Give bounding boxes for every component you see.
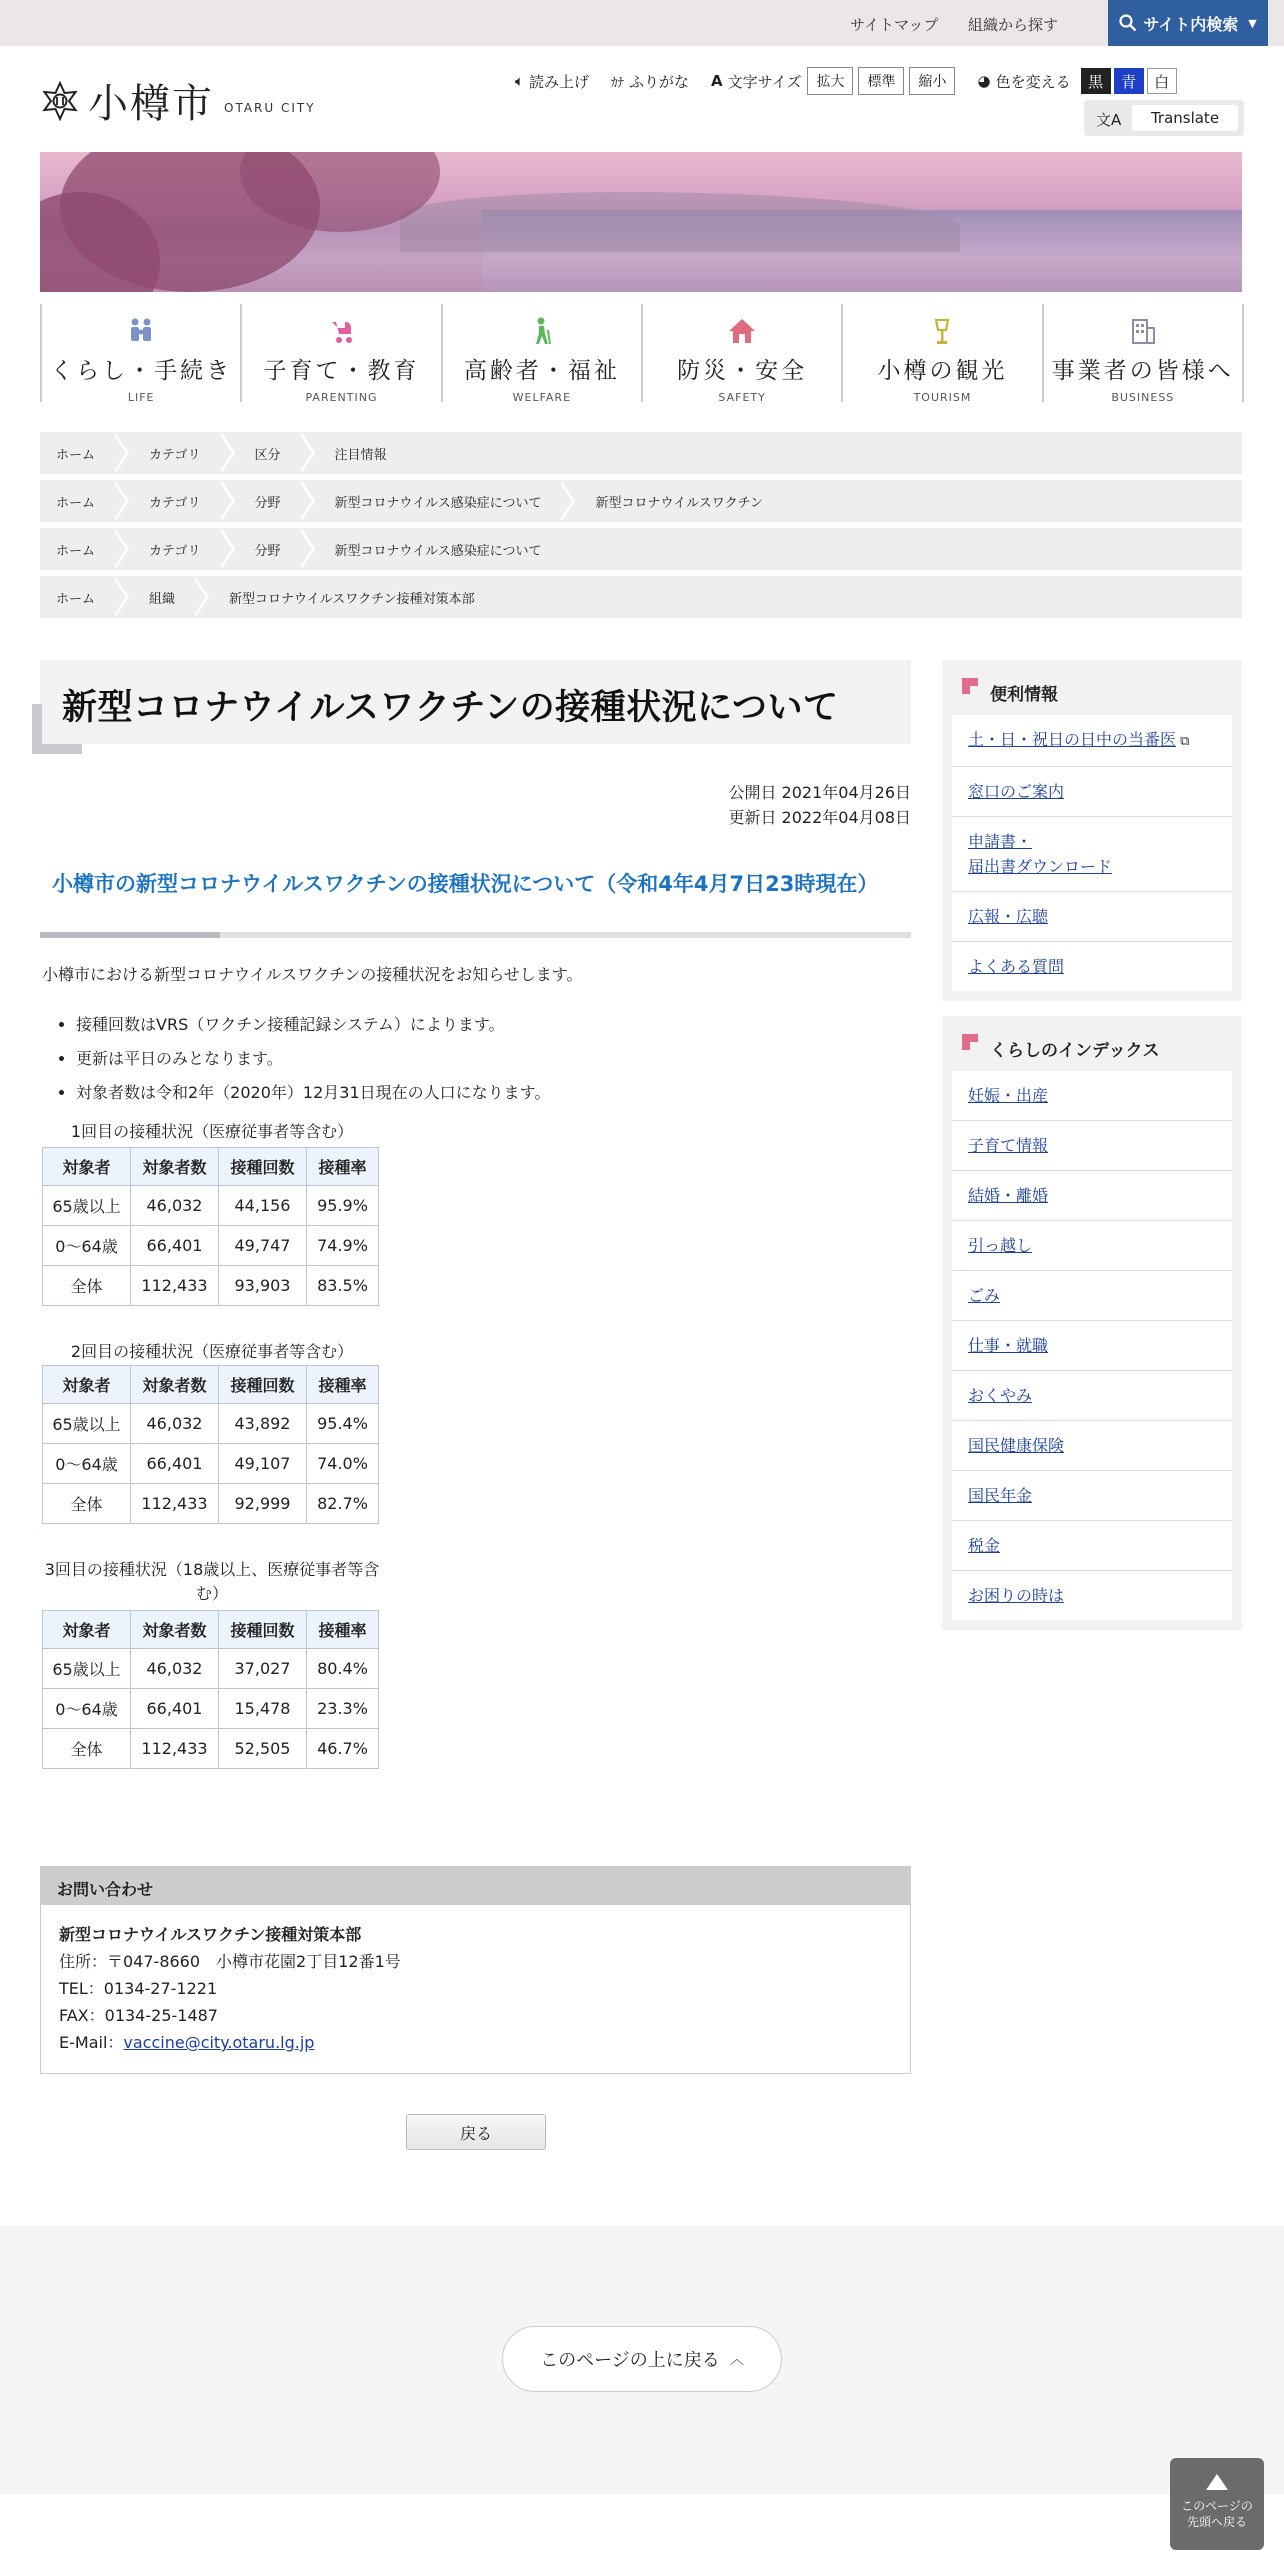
nav-item-label: 子育て・教育 <box>263 358 420 384</box>
table-row <box>43 1186 379 1226</box>
family-icon <box>42 314 240 348</box>
nav-item-sublabel: TOURISM <box>913 391 972 404</box>
nav-item-parenting[interactable] <box>240 304 442 402</box>
sitemap-link[interactable]: サイトマップ <box>850 16 939 34</box>
table-cell: 43,892 <box>219 1404 307 1444</box>
table-header-cell: 対象者 <box>43 1611 131 1649</box>
sidebar-link-item <box>952 892 1232 942</box>
sidebar-link[interactable]: 税金 <box>968 1536 1001 1555</box>
table-cell: 92,999 <box>219 1484 307 1524</box>
breadcrumb-link[interactable]: 分野 <box>239 528 309 570</box>
table-cell: 全体 <box>43 1484 131 1524</box>
translate-button[interactable]: Translate <box>1132 105 1238 131</box>
furigana-icon: ｶﾅ <box>611 75 625 91</box>
chevron-up-icon: ︿ <box>729 2352 744 2368</box>
table-cell: 15,478 <box>219 1689 307 1729</box>
table-header-cell: 対象者数 <box>131 1611 219 1649</box>
sidebar-link-item <box>952 1071 1232 1121</box>
table-caption: 3回目の接種状況（18歳以上、医療従事者等含む） <box>44 1560 380 1603</box>
breadcrumb-link[interactable]: ホーム <box>40 432 123 474</box>
org-search-link[interactable]: 組織から探す <box>968 16 1059 34</box>
table-cell: 52,505 <box>219 1729 307 1769</box>
sidebar-link-item <box>952 1221 1232 1271</box>
vaccination-table <box>42 1365 379 1524</box>
contact-email-link[interactable]: vaccine@city.otaru.lg.jp <box>123 2033 315 2052</box>
furigana-label: ふりがな <box>629 72 690 91</box>
breadcrumb <box>40 480 1242 522</box>
read-aloud-button[interactable] <box>515 71 589 92</box>
sidebar-link-item <box>952 817 1232 892</box>
table-cell: 0～64歳 <box>43 1689 131 1729</box>
table-caption: 2回目の接種状況（医療従事者等含む） <box>70 1342 354 1361</box>
table-cell: 74.0% <box>307 1444 379 1484</box>
sidebar-link-item <box>952 1471 1232 1521</box>
translate-icon: 文A <box>1096 111 1122 129</box>
nav-item-label: 小樽の観光 <box>877 358 1008 384</box>
table-cell: 0～64歳 <box>43 1444 131 1484</box>
table-cell: 46.7% <box>307 1729 379 1769</box>
sidebar-link-item <box>952 1321 1232 1371</box>
translate-widget <box>1084 100 1244 136</box>
table-row <box>43 1266 379 1306</box>
nav-item-sublabel: SAFETY <box>718 391 766 404</box>
furigana-button[interactable] <box>611 71 689 92</box>
table-header-cell: 対象者数 <box>131 1148 219 1186</box>
contact-fax: FAX：0134-25-1487 <box>59 2006 218 2025</box>
table-cell: 46,032 <box>131 1649 219 1689</box>
stroller-icon <box>242 314 440 348</box>
contact-email-row <box>59 2029 892 2056</box>
sidebar-link-item <box>952 1271 1232 1321</box>
table-row <box>43 1689 379 1729</box>
hero-harbor <box>400 192 960 252</box>
sidebar-link[interactable]: お困りの時は <box>968 1586 1065 1605</box>
table-cell: 65歳以上 <box>43 1649 131 1689</box>
contact-department: 新型コロナウイルスワクチン接種対策本部 <box>59 1925 362 1944</box>
table-cell: 全体 <box>43 1266 131 1306</box>
contact-body <box>41 1905 910 2072</box>
breadcrumb-link[interactable]: 区分 <box>239 432 309 474</box>
building-icon <box>1044 314 1242 348</box>
table-cell: 112,433 <box>131 1484 219 1524</box>
table-row <box>43 1404 379 1444</box>
nav-item-safety[interactable] <box>641 304 843 402</box>
table-cell: 112,433 <box>131 1729 219 1769</box>
sidebar-useful-list <box>952 715 1232 991</box>
sidebar-link[interactable]: 広報・広聴 <box>968 907 1049 926</box>
table-caption: 1回目の接種状況（医療従事者等含む） <box>70 1122 354 1141</box>
hero-image <box>40 152 1242 292</box>
color-change-group <box>977 71 1070 92</box>
sidebar-link[interactable]: 引っ越し <box>968 1236 1033 1255</box>
table-row <box>43 1226 379 1266</box>
notes-list <box>76 1008 550 1110</box>
vaccination-table <box>42 1147 379 1306</box>
page-title: 新型コロナウイルスワクチンの接種状況について <box>62 688 839 728</box>
sidebar-useful-info <box>942 660 1242 1001</box>
top-utility-bar <box>0 0 1284 46</box>
table-header-cell: 接種率 <box>307 1148 379 1186</box>
breadcrumb-current: 注目情報 <box>334 447 387 463</box>
global-nav <box>40 304 1242 402</box>
site-search-button[interactable] <box>1108 0 1268 46</box>
walking-cane-icon <box>443 314 641 348</box>
logo-name: 小樽市 <box>88 81 214 127</box>
sidebar-index-list <box>952 1071 1232 1620</box>
sidebar-link[interactable]: 申請書・ 届出書ダウンロード <box>968 832 1113 876</box>
table-cell: 66,401 <box>131 1444 219 1484</box>
table-row <box>43 1484 379 1524</box>
color-blue-button[interactable]: 青 <box>1114 68 1144 94</box>
nav-item-label: 事業者の皆様へ <box>1051 358 1234 384</box>
breadcrumb-link[interactable]: ホーム <box>40 528 123 570</box>
sidebar-link[interactable]: ごみ <box>968 1286 1001 1305</box>
published-date: 公開日 2021年04月26日 <box>728 783 911 802</box>
site-logo[interactable] <box>40 72 316 129</box>
table-cell: 49,107 <box>219 1444 307 1484</box>
font-size-small-button[interactable]: 縮小 <box>909 67 955 95</box>
table-cell: 83.5% <box>307 1266 379 1306</box>
nav-item-tourism[interactable] <box>841 304 1043 402</box>
sidebar-link[interactable]: 国民年金 <box>968 1486 1033 1505</box>
table-header-cell: 対象者数 <box>131 1366 219 1404</box>
table-cell: 112,433 <box>131 1266 219 1306</box>
page-dates <box>728 780 911 830</box>
breadcrumb-link[interactable]: カテゴリ <box>133 480 228 522</box>
breadcrumb <box>40 528 1242 570</box>
sidebar-link-item <box>952 715 1232 767</box>
table-header-cell: 接種率 <box>307 1611 379 1649</box>
table-cell: 95.4% <box>307 1404 379 1444</box>
nav-item-life[interactable] <box>40 304 242 402</box>
nav-item-label: 高齢者・福祉 <box>463 358 620 384</box>
table-cell: 93,903 <box>219 1266 307 1306</box>
updated-date: 更新日 2022年04月08日 <box>728 808 911 827</box>
page-title-box <box>40 660 911 744</box>
table-header-cell: 接種回数 <box>219 1611 307 1649</box>
speaker-icon: 🔈︎ <box>515 72 525 90</box>
sidebar-link-item <box>952 767 1232 817</box>
sidebar-link[interactable]: 仕事・就職 <box>968 1336 1049 1355</box>
floating-back-to-top-label: このページの 先頭へ戻る <box>1181 2499 1253 2529</box>
table-cell: 0～64歳 <box>43 1226 131 1266</box>
table-row <box>43 1649 379 1689</box>
sidebar-link-item <box>952 942 1232 991</box>
back-button[interactable]: 戻る <box>406 2114 546 2150</box>
sidebar-link-item <box>952 1371 1232 1421</box>
sidebar-link-item <box>952 1571 1232 1620</box>
table-cell: 37,027 <box>219 1649 307 1689</box>
logo-subtitle: OTARU CITY <box>224 100 316 115</box>
color-change-label: 色を変える <box>995 72 1071 91</box>
contact-tel: TEL：0134-27-1221 <box>59 1979 218 1998</box>
table-cell: 66,401 <box>131 1689 219 1729</box>
sidebar-link[interactable]: 窓口のご案内 <box>968 782 1065 801</box>
title-corner-decoration <box>32 704 82 754</box>
vaccination-table <box>42 1610 379 1769</box>
table-header-cell: 接種回数 <box>219 1366 307 1404</box>
breadcrumb <box>40 576 1242 618</box>
sidebar-link[interactable]: 国民健康保険 <box>968 1436 1065 1455</box>
section-heading-rule <box>40 932 911 938</box>
table-cell: 44,156 <box>219 1186 307 1226</box>
triangle-up-icon <box>1206 2474 1228 2490</box>
nav-item-sublabel: BUSINESS <box>1111 391 1175 404</box>
nav-item-label: くらし・手続き <box>50 358 233 384</box>
table-header-cell: 対象者 <box>43 1366 131 1404</box>
contact-box <box>40 1866 911 2074</box>
breadcrumb <box>40 432 1242 474</box>
color-white-button[interactable]: 白 <box>1147 68 1177 94</box>
table-cell: 65歳以上 <box>43 1186 131 1226</box>
breadcrumb-link[interactable]: ホーム <box>40 480 123 522</box>
table-cell: 74.9% <box>307 1226 379 1266</box>
sidebar-index-heading: くらしのインデックス <box>952 1028 1232 1071</box>
font-size-icon: A <box>711 72 723 90</box>
note-item: • 対象者数は令和2年（2020年）12月31日現在の人口になります。 <box>76 1076 550 1110</box>
site-search-label: サイト内検索 <box>1143 14 1239 34</box>
breadcrumb-link[interactable]: ホーム <box>40 576 123 618</box>
table-row <box>43 1444 379 1484</box>
breadcrumb-link[interactable]: 組織 <box>133 576 203 618</box>
page-top-button[interactable] <box>502 2326 782 2392</box>
breadcrumb-current: 新型コロナウイルス感染症について <box>334 543 542 559</box>
sidebar-link[interactable]: よくある質問 <box>968 957 1065 976</box>
sidebar-link[interactable]: 子育て情報 <box>968 1136 1049 1155</box>
table-cell: 49,747 <box>219 1226 307 1266</box>
table-cell: 82.7% <box>307 1484 379 1524</box>
page-top-label: このページの上に戻る <box>540 2350 720 2371</box>
section-heading: 小樽市の新型コロナウイルスワクチンの接種状況について（令和4年4月7日23時現在） <box>52 872 879 896</box>
nav-item-business[interactable] <box>1042 304 1244 402</box>
sidebar-useful-heading: 便利情報 <box>952 672 1232 715</box>
search-icon <box>1119 14 1137 32</box>
sidebar-link-item <box>952 1121 1232 1171</box>
breadcrumb-link[interactable]: カテゴリ <box>133 528 228 570</box>
nav-item-welfare[interactable] <box>441 304 643 402</box>
nav-item-sublabel: WELFARE <box>512 391 572 404</box>
floating-back-to-top-button[interactable] <box>1170 2458 1264 2550</box>
table-cell: 46,032 <box>131 1186 219 1226</box>
table-cell: 全体 <box>43 1729 131 1769</box>
font-size-label: 文字サイズ <box>727 72 802 91</box>
table-cell: 23.3% <box>307 1689 379 1729</box>
sidebar-link[interactable]: おくやみ <box>968 1386 1033 1405</box>
table-header-cell: 接種率 <box>307 1366 379 1404</box>
sidebar-life-index <box>942 1016 1242 1630</box>
sidebar-link-item <box>952 1171 1232 1221</box>
breadcrumb-current: 新型コロナウイルスワクチン接種対策本部 <box>229 591 475 607</box>
table-header-row <box>43 1148 379 1186</box>
nav-item-sublabel: PARENTING <box>305 391 378 404</box>
house-icon <box>643 314 841 348</box>
table-header-row <box>43 1366 379 1404</box>
table-cell: 65歳以上 <box>43 1404 131 1444</box>
breadcrumb-link[interactable]: カテゴリ <box>133 432 228 474</box>
sidebar-link[interactable]: 結婚・離婚 <box>968 1186 1049 1205</box>
table-cell: 66,401 <box>131 1226 219 1266</box>
sidebar-link-item <box>952 1421 1232 1471</box>
table-header-row <box>43 1611 379 1649</box>
table-cell: 80.4% <box>307 1649 379 1689</box>
lamp-icon <box>843 314 1041 348</box>
nav-item-sublabel: LIFE <box>127 391 155 404</box>
contact-email-label: E-Mail： <box>59 2033 124 2052</box>
table-row <box>43 1729 379 1769</box>
font-size-large-button[interactable]: 拡大 <box>807 67 853 95</box>
note-item: • 更新は平日のみとなります。 <box>76 1042 550 1076</box>
sidebar-link-item <box>952 1521 1232 1571</box>
font-size-group <box>711 71 801 92</box>
accessibility-toolbar <box>515 66 1180 96</box>
table-cell: 95.9% <box>307 1186 379 1226</box>
intro-text: 小樽市における新型コロナウイルスワクチンの接種状況をお知らせします。 <box>42 965 583 984</box>
external-link-icon: ⧉ <box>1176 734 1190 749</box>
sidebar-link[interactable]: 土・日・祝日の日中の当番医 <box>968 730 1177 749</box>
breadcrumb-current: 新型コロナウイルスワクチン <box>595 495 764 511</box>
caret-down-icon: ▼ <box>1248 16 1257 30</box>
table-cell: 46,032 <box>131 1404 219 1444</box>
note-item: • 接種回数はVRS（ワクチン接種記録システム）によります。 <box>76 1008 550 1042</box>
font-size-normal-button[interactable]: 標準 <box>858 67 904 95</box>
breadcrumb-link[interactable]: 分野 <box>239 480 309 522</box>
city-emblem-icon <box>40 81 80 121</box>
palette-icon: ◕ <box>977 72 991 90</box>
nav-item-label: 防災・安全 <box>677 358 808 384</box>
table-header-cell: 対象者 <box>43 1148 131 1186</box>
sidebar-link[interactable]: 妊娠・出産 <box>968 1086 1049 1105</box>
contact-address: 住所：〒047-8660 小樽市花園2丁目12番1号 <box>59 1952 401 1971</box>
color-black-button[interactable]: 黒 <box>1081 68 1111 94</box>
table-header-cell: 接種回数 <box>219 1148 307 1186</box>
breadcrumb-link[interactable]: 新型コロナウイルス感染症について <box>319 480 570 522</box>
read-aloud-label: 読み上げ <box>529 72 590 91</box>
contact-heading: お問い合わせ <box>41 1867 910 1905</box>
